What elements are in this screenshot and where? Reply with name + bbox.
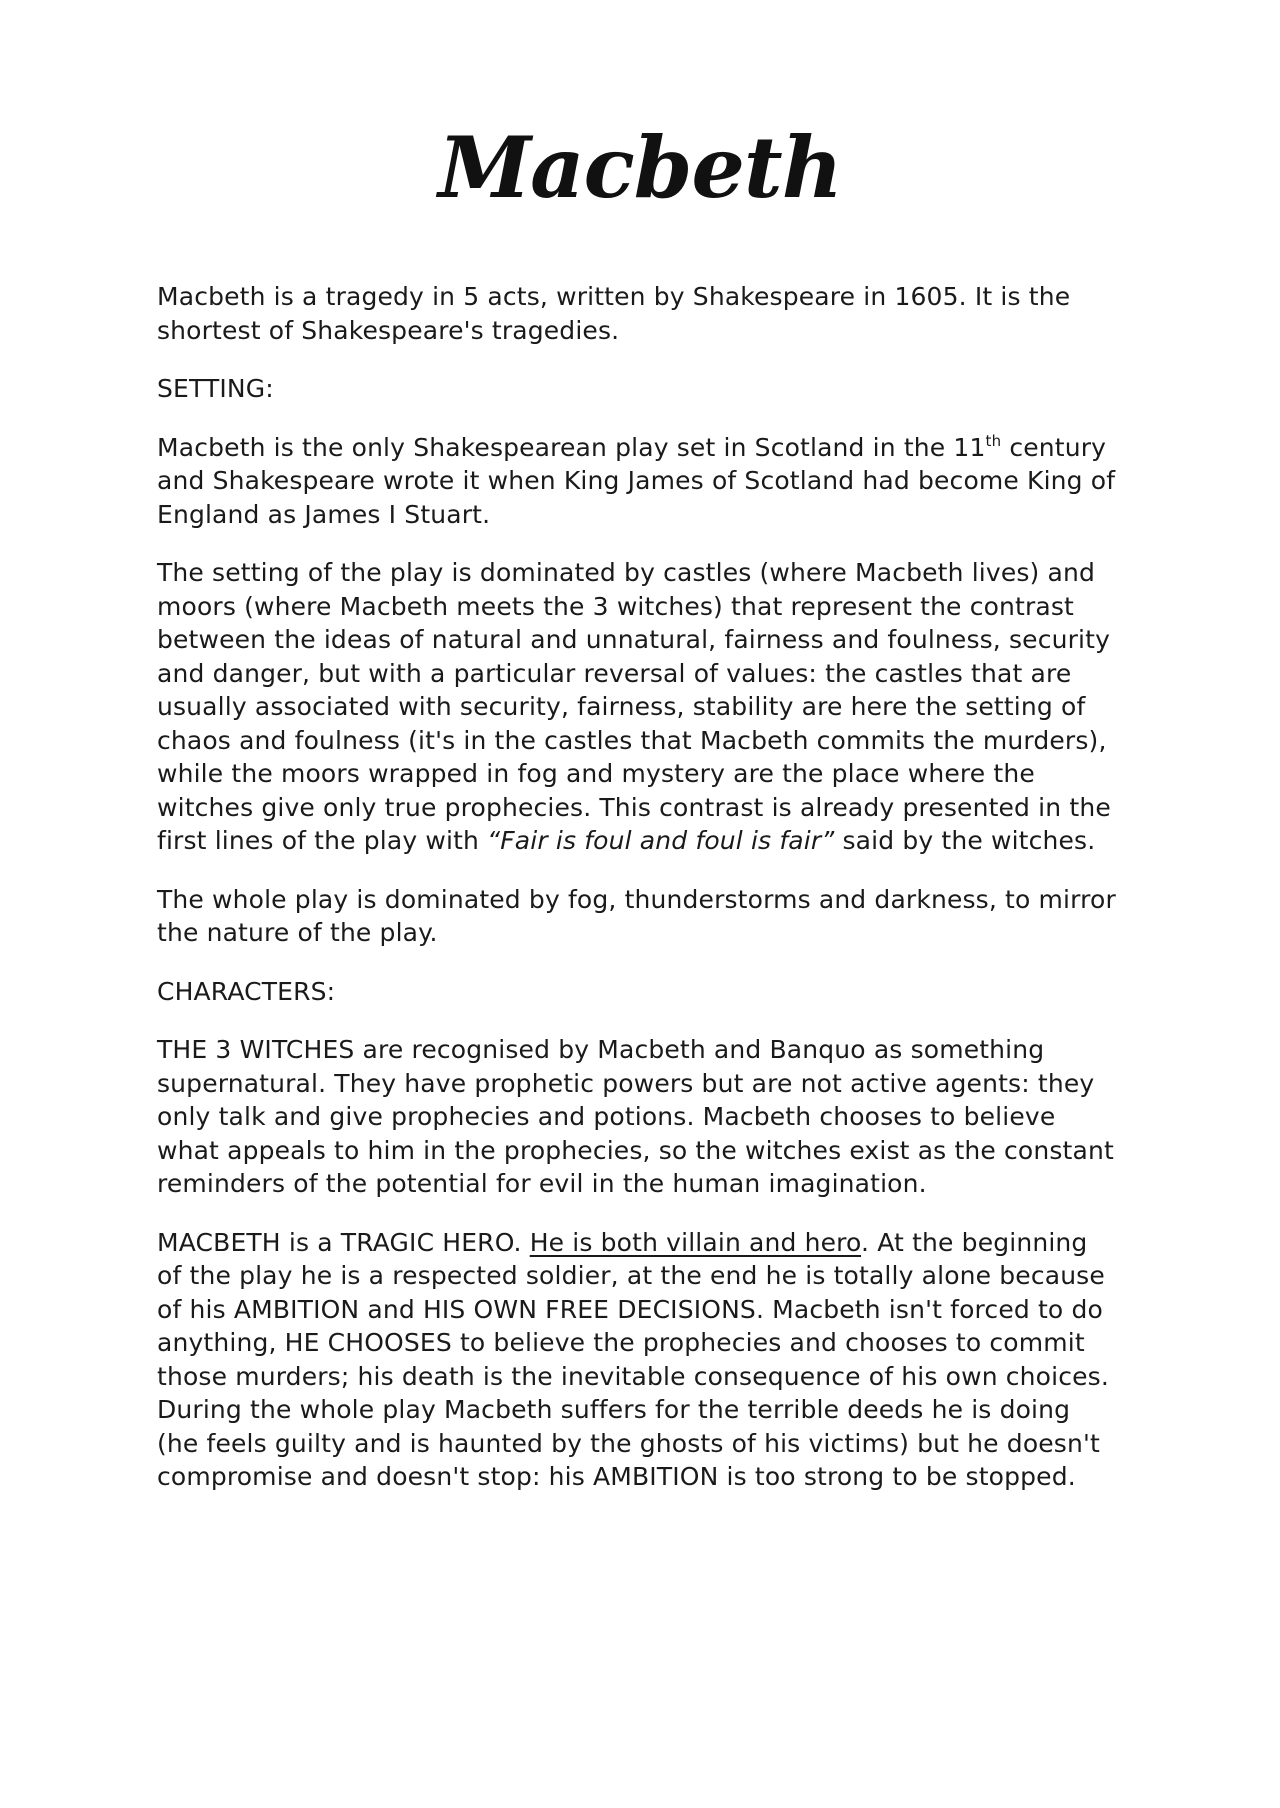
setting-paragraph-3: The whole play is dominated by fog, thunderstorms and darkness, to mirror the nature of the play. bbox=[157, 884, 1116, 947]
setting-paragraph-2 bbox=[157, 556, 1117, 858]
macbeth-paragraph bbox=[157, 1226, 1117, 1494]
document-body bbox=[157, 280, 1117, 1494]
witches-quote: “Fair is foul and foul is fair” bbox=[487, 826, 835, 855]
setting-paragraph-1 bbox=[157, 431, 1117, 532]
macbeth-p-start: MACBETH is a TRAGIC HERO. bbox=[157, 1227, 530, 1257]
setting-p1-text-a: Macbeth is the only Shakespearean play set in Scotland in the 11 bbox=[157, 432, 986, 462]
characters-heading: CHARACTERS: bbox=[157, 976, 336, 1006]
macbeth-p-rest: . At the beginning of the play he is a respected soldier, at the end he is totally alone because of his AMBITION and HIS OWN FREE DECISIONS. Macbeth isn't forced to do anything, HE CHOOSES to believe the prophecies and chooses to commit those murders; his death is the inevitable consequence of his own choices. During the whole play Macbeth suffers for the terrible deeds he is doing (he feels guilty and is haunted by the ghosts of his victims) but he doesn't compromise and doesn't stop: his AMBITION is too strong to be stopped. bbox=[157, 1227, 1109, 1491]
setting-heading: SETTING: bbox=[157, 374, 274, 403]
underlined-phrase: He is both villain and hero bbox=[529, 1227, 862, 1257]
setting-p2-end: said by the witches. bbox=[834, 826, 1096, 855]
setting-p2-text: The setting of the play is dominated by castles (where Macbeth lives) and moors (where Macbeth meets the 3 witches) that represent the contrast between the ideas of natural and unnatural, fairness and foulness, security and danger, but with a particular reversal of values: the castles that are usually associated with security, fairness, stability are here the setting of chaos and foulness (it's in the castles that Macbeth commits the murders), while the moors wrapped in fog and mystery are the place where the witches give only true prophecies. This contrast is already presented in the first lines of the play with bbox=[157, 558, 1111, 855]
intro-paragraph: Macbeth is a tragedy in 5 acts, written by Shakespeare in 1605. It is the shortest of Shakespeare's tragedies. bbox=[157, 282, 1071, 345]
page-title: Macbeth bbox=[438, 118, 842, 217]
ordinal-superscript: th bbox=[985, 431, 1002, 450]
witches-paragraph: THE 3 WITCHES are recognised by Macbeth and Banquo as something supernatural. They have prophetic powers but are not active agents: they only talk and give prophecies and potions. Macbeth chooses to believe what appeals to him in the prophecies, so the witches exist as the constant reminders of the potential for evil in the human imagination. bbox=[157, 1035, 1114, 1198]
setting-p1-text-b: century and Shakespeare wrote it when King James of Scotland had become King of England as James I Stuart. bbox=[157, 432, 1116, 529]
